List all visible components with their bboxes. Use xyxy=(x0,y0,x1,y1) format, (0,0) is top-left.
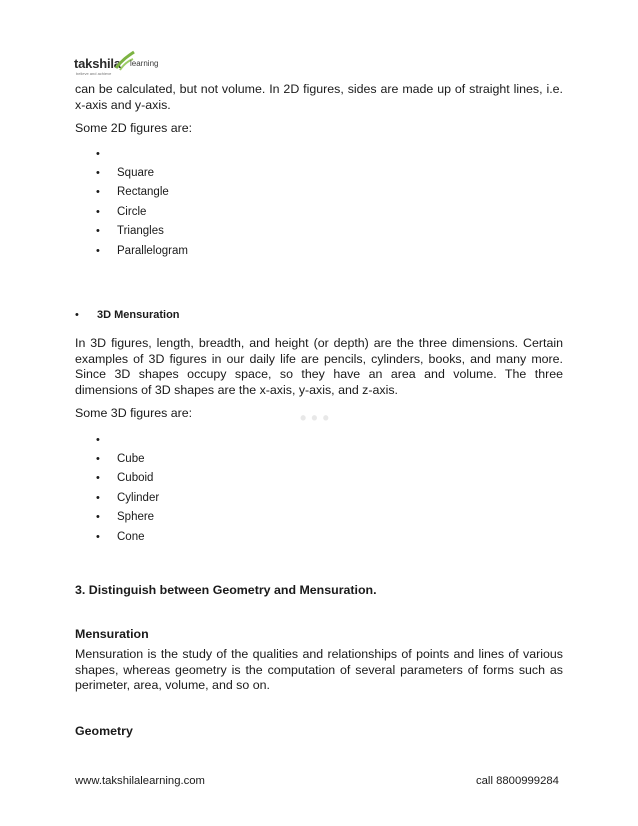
list-item: • Sphere xyxy=(96,511,155,523)
list-item: • Rectangle xyxy=(96,186,169,198)
label-3d-figures: Some 3D figures are: xyxy=(75,406,193,420)
takshila-logo xyxy=(74,50,184,80)
logo-tagline: believe and achieve xyxy=(76,71,112,76)
mensuration-paragraph: Mensuration is the study of the qualities and relationships of points and lines of various shapes, whereas geometry is the computation of several parameters of forms such as perimeter, area, volume, and so on. xyxy=(75,647,563,692)
mensuration-heading: Mensuration xyxy=(75,627,149,641)
logo-brand-text: takshila xyxy=(74,56,121,71)
question-3-title: 3. Distinguish between Geometry and Mensuration. xyxy=(75,583,377,597)
watermark-fragment: • • • xyxy=(300,408,329,428)
list-item: • Square xyxy=(96,167,155,179)
list-item: • Cylinder xyxy=(96,492,160,504)
list-item: • Cuboid xyxy=(96,472,154,484)
label-2d-figures: Some 2D figures are: xyxy=(75,121,193,135)
list-item: • xyxy=(96,434,100,446)
list-item: • Cube xyxy=(96,453,145,465)
logo-brand-suffix: learning xyxy=(130,59,159,68)
document-page: takshila learning believe and achieve • • • can be calculated, but not volume. In 2D figures, sides are made up of straight lines, i.e. x-axis and y-axis. Some 2D figures are: • • Square • Rectangle • Circle • Triangles • Parallelogram • 3D Mensuration In 3D figures, length, breadth, and height (or depth) are the three dimensions. Certain examples of 3D figures in our daily life are pencils, cylinders, books, and many more. Since 3D shapes occupy space, so they have an area and volume. The three dimensions of 3D shapes are the x-axis, y-axis, and z-axis. Some 3D figures are: • • Cube • Cuboid • Cylinder • Sphere • Cone 3. Distinguish between Geometry and Mensuration. Mensuration Mensuration is the study of the qualities and relationships of points and lines of various shapes, whereas geometry is the computation of several parameters of forms such as perimeter, area, volume, and so on. Geometry www.takshilalearning.com call 8800999284 xyxy=(0,0,638,826)
footer-website: www.takshilalearning.com xyxy=(75,775,205,787)
list-item: • Parallelogram xyxy=(96,245,188,257)
intro-paragraph: can be calculated, but not volume. In 2D figures, sides are made up of straight lines, i.e. x-axis and y-axis. xyxy=(75,82,563,112)
geometry-heading: Geometry xyxy=(75,724,133,738)
section-3d-paragraph: In 3D figures, length, breadth, and height (or depth) are the three dimensions. Certain examples of 3D figures in our daily life are pencils, cylinders, books, and many more. Since 3D shapes occupy space, so they have an area and volume. The three dimensions of 3D shapes are the x-axis, y-axis, and z-axis. xyxy=(75,336,563,397)
list-item: • Triangles xyxy=(96,225,164,237)
footer-phone: call 8800999284 xyxy=(476,775,559,787)
list-item: • Circle xyxy=(96,206,147,218)
list-item: • xyxy=(96,148,100,160)
list-item: • Cone xyxy=(96,531,145,543)
